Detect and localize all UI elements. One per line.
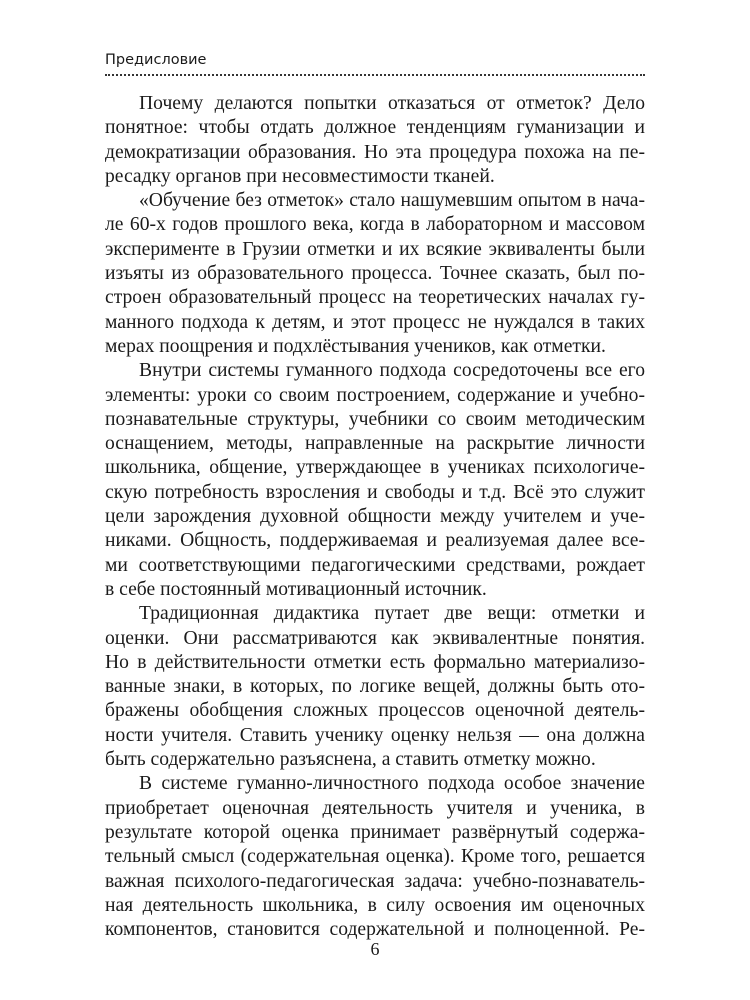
- text-line: мерах поощрения и подхлёстывания учеников, как отметки.: [105, 335, 606, 357]
- text-line: никами. Общность, поддерживаемая и реализуемая далее все-: [105, 530, 645, 552]
- text-line: ванные знаки, в которых, по логике вещей, должны быть ото-: [105, 676, 645, 698]
- text-line: Традиционная дидактика путает две вещи: отметки и: [139, 603, 645, 625]
- text-line: В системе гуманно-личностного подхода особое значение: [139, 773, 645, 795]
- text-line: Но в действительности отметки есть формально материализо-: [105, 651, 645, 673]
- text-line: «Обучение без отметок» стало нашумевшим опытом в нача-: [139, 190, 645, 212]
- text-line: важная психолого-педагогическая задача: учебно-познаватель-: [105, 870, 645, 892]
- text-line: ресадку органов при несовместимости тканей.: [105, 165, 495, 187]
- text-line: цели зарождения духовной общности между учителем и уче-: [105, 506, 645, 528]
- text-line: познавательные структуры, учебники со своим методическим: [105, 408, 645, 430]
- running-header-title: Предисловие: [105, 52, 207, 68]
- text-line: школьника, общение, утверждающее в учениках психологиче-: [105, 457, 645, 479]
- text-line: оценки. Они рассматриваются как эквивалентные понятия.: [105, 627, 645, 649]
- text-line: Внутри системы гуманного подхода сосредоточены все его: [139, 360, 645, 382]
- text-line: оснащением, методы, направленные на раскрытие личности: [105, 433, 645, 455]
- paragraph: [105, 92, 645, 189]
- body-text: [105, 92, 645, 942]
- text-line: Почему делаются попытки отказаться от отметок? Дело: [139, 93, 645, 114]
- paragraph: [105, 359, 645, 602]
- paragraph: [105, 772, 645, 942]
- text-line: приобретает оценочная деятельность учителя и ученика, в: [105, 797, 645, 819]
- text-line: манного подхода к детям, и этот процесс не нуждался в таких: [105, 311, 645, 333]
- text-line: в себе постоянный мотивационный источник.: [105, 578, 487, 600]
- text-line: строен образовательный процесс на теоретических началах гу-: [105, 287, 645, 309]
- text-line: демократизации образования. Но эта процедура похожа на пе-: [105, 141, 645, 163]
- text-line: скую потребность взросления и свободы и т.д. Всё это служит: [105, 481, 645, 503]
- text-line: быть содержательно разъяснена, а ставить отметку можно.: [105, 749, 596, 771]
- text-line: бражены обобщения сложных процессов оценочной деятель-: [105, 700, 645, 722]
- text-line: ле 60-х годов прошлого века, когда в лабораторном и массовом: [105, 214, 645, 236]
- paragraph: [105, 602, 645, 772]
- page-number: 6: [370, 939, 380, 959]
- text-line: эксперименте в Грузии отметки и их всякие эквиваленты были: [105, 238, 645, 260]
- text-line: элементы: уроки со своим построением, содержание и учебно-: [105, 384, 645, 406]
- text-line: ми соответствующими педагогическими средствами, рождает: [105, 554, 645, 576]
- paragraph: [105, 189, 645, 359]
- text-line: понятное: чтобы отдать должное тенденциям гуманизации и: [105, 117, 645, 139]
- text-line: изъяты из образовательного процесса. Точнее сказать, был по-: [105, 263, 645, 285]
- text-line: компонентов, становится содержательной и полноценной. Ре-: [105, 919, 645, 941]
- text-line: результате которой оценка принимает развёрнутый содержа-: [105, 821, 645, 843]
- text-line: ности учителя. Ставить ученику оценку нельзя — она должна: [105, 724, 645, 746]
- text-line: тельный смысл (содержательная оценка). Кроме того, решается: [105, 846, 645, 868]
- header-dotted-rule: [105, 74, 645, 76]
- text-line: ная деятельность школьника, в силу освоения им оценочных: [105, 894, 645, 916]
